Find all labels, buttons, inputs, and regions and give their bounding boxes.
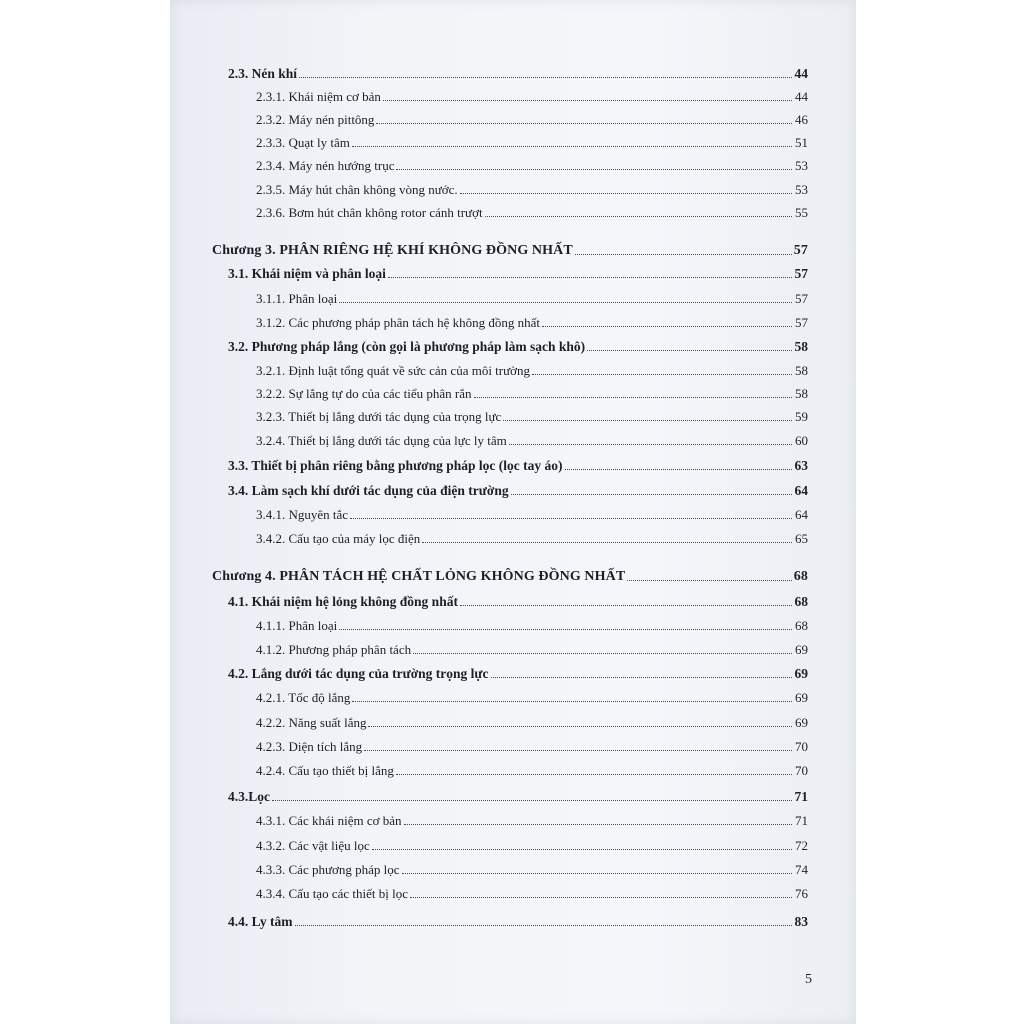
toc-entry-title: 3.2. Phương pháp lắng (còn gọi là phương pháp làm sạch khô) (228, 339, 586, 354)
dot-leader (299, 77, 792, 78)
toc-entry-title: 2.3.6. Bơm hút chân không rotor cánh trượt (256, 205, 483, 220)
dot-leader (383, 100, 792, 101)
dot-leader (350, 518, 792, 519)
toc-chapter-entry (212, 241, 808, 259)
toc-entry-page: 70 (795, 739, 808, 754)
toc-entry-page: 74 (795, 862, 808, 877)
toc-subsection-entry (256, 713, 808, 731)
toc-subsection-entry (256, 407, 808, 425)
toc-entry-title: 2.3.3. Quạt ly tâm (256, 135, 350, 150)
toc-entry-page: 57 (795, 315, 808, 330)
toc-entry-title: 4.2.1. Tốc độ lắng (256, 690, 351, 705)
dot-leader (396, 169, 792, 170)
toc-entry-title: 3.2.3. Thiết bị lắng dưới tác dụng của trọng lực (256, 409, 502, 424)
toc-entry-title: 2.3.5. Máy hút chân không vòng nước. (256, 182, 458, 197)
toc-entry-title: 4.3.4. Cấu tạo các thiết bị lọc (256, 886, 408, 901)
toc-subsection-entry (256, 505, 808, 523)
toc-entry-title: 3.3. Thiết bị phân riêng bằng phương pháp lọc (lọc tay áo) (228, 458, 563, 473)
toc-subsection-entry (256, 616, 808, 634)
dot-leader (402, 873, 792, 874)
toc-entry-page: 53 (795, 182, 808, 197)
toc-section-entry (228, 264, 808, 282)
dot-leader (587, 350, 792, 351)
toc-entry-title: 4.4. Ly tâm (228, 914, 293, 929)
toc-entry-title: 4.2. Lắng dưới tác dụng của trường trọng lực (228, 666, 489, 681)
toc-entry-title: 4.1.2. Phương pháp phân tách (256, 642, 412, 657)
toc-entry-page: 76 (795, 886, 808, 901)
toc-entry-page: 60 (795, 433, 808, 448)
toc-entry-title: 3.2.2. Sự lắng tự do của các tiểu phân rắn (256, 386, 472, 401)
dot-leader (376, 123, 792, 124)
dot-leader (565, 469, 792, 470)
toc-subsection-entry (256, 811, 808, 829)
toc-entry-title: 4.3.2. Các vật liệu lọc (256, 838, 370, 853)
toc-entry-page: 51 (795, 135, 808, 150)
toc-entry-page: 64 (794, 483, 808, 498)
toc-entry-title: 3.4. Làm sạch khí dưới tác dụng của điện trường (228, 483, 509, 498)
toc-entry-page: 83 (794, 914, 808, 929)
toc-entry-title: 4.1. Khái niệm hệ lỏng không đồng nhất (228, 594, 458, 609)
toc-subsection-entry (256, 361, 808, 379)
toc-entry-title: 3.1. Khái niệm và phân loại (228, 266, 386, 281)
toc-entry-title: 3.1.2. Các phương pháp phân tách hệ không đồng nhất (256, 315, 540, 330)
book-page (170, 0, 856, 1024)
toc-section-entry (228, 664, 808, 682)
toc-entry-page: 58 (795, 386, 808, 401)
dot-leader (511, 494, 792, 495)
toc-section-entry (228, 592, 808, 610)
toc-entry-page: 58 (794, 339, 808, 354)
toc-subsection-entry (256, 110, 808, 128)
toc-entry-page: 69 (795, 690, 808, 705)
dot-leader (396, 774, 792, 775)
toc-section-entry (228, 787, 808, 805)
dot-leader (339, 629, 792, 630)
toc-entry-title: 2.3.2. Máy nén pittông (256, 112, 375, 127)
toc-section-entry (228, 64, 808, 82)
toc-subsection-entry (256, 180, 808, 198)
dot-leader (339, 302, 792, 303)
dot-leader (413, 653, 792, 654)
toc-entry-title: Chương 3. PHÂN RIÊNG HỆ KHÍ KHÔNG ĐỒNG NHẤT (212, 243, 573, 258)
toc-entry-page: 68 (794, 594, 808, 609)
dot-leader (474, 397, 792, 398)
toc-entry-page: 59 (795, 409, 808, 424)
dot-leader (485, 216, 792, 217)
dot-leader (364, 750, 792, 751)
toc-entry-page: 68 (793, 569, 808, 584)
dot-leader (460, 193, 792, 194)
toc-entry-page: 57 (793, 243, 808, 258)
toc-entry-title: 3.2.1. Định luật tổng quát về sức cản của môi trường (256, 363, 531, 378)
toc-subsection-entry (256, 384, 808, 402)
toc-entry-title: 3.2.4. Thiết bị lắng dưới tác dụng của lực ly tâm (256, 433, 507, 448)
page-number: 5 (805, 972, 812, 987)
dot-leader (542, 326, 792, 327)
toc-subsection-entry (256, 640, 808, 658)
dot-leader (410, 897, 792, 898)
toc-entry-title: 2.3.1. Khái niệm cơ bản (256, 89, 381, 104)
toc-entry-page: 55 (795, 205, 808, 220)
toc-entry-title: 4.3.3. Các phương pháp lọc (256, 862, 400, 877)
toc-subsection-entry (256, 289, 808, 307)
toc-section-entry (228, 456, 808, 474)
toc-entry-title: 4.2.2. Năng suất lắng (256, 715, 367, 730)
toc-entry-title: 4.2.3. Diện tích lắng (256, 739, 363, 754)
toc-entry-page: 44 (794, 66, 808, 81)
dot-leader (295, 925, 792, 926)
dot-leader (368, 726, 792, 727)
toc-subsection-entry (256, 860, 808, 878)
toc-entry-title: 3.1.1. Phân loại (256, 291, 338, 306)
dot-leader (372, 849, 792, 850)
toc-entry-page: 63 (794, 458, 808, 473)
dot-leader (388, 277, 792, 278)
toc-entry-page: 71 (794, 789, 808, 804)
toc-subsection-entry (256, 87, 808, 105)
toc-subsection-entry (256, 431, 808, 449)
toc-entry-title: 4.1.1. Phân loại (256, 618, 338, 633)
toc-subsection-entry (256, 688, 808, 706)
toc-entry-page: 44 (795, 89, 808, 104)
toc-subsection-entry (256, 836, 808, 854)
dot-leader (352, 701, 792, 702)
toc-entry-page: 72 (795, 838, 808, 853)
dot-leader (272, 800, 792, 801)
toc-subsection-entry (256, 313, 808, 331)
toc-entry-page: 71 (795, 813, 808, 828)
toc-entry-page: 64 (795, 507, 808, 522)
toc-entry-title: 4.2.4. Cấu tạo thiết bị lắng (256, 763, 394, 778)
dot-leader (532, 374, 792, 375)
toc-entry-page: 69 (795, 642, 808, 657)
toc-subsection-entry (256, 529, 808, 547)
toc-subsection-entry (256, 884, 808, 902)
toc-subsection-entry (256, 133, 808, 151)
toc-entry-title: 2.3. Nén khí (228, 66, 298, 81)
toc-entry-page: 57 (794, 266, 808, 281)
toc-section-entry (228, 481, 808, 499)
toc-entry-title: Chương 4. PHÂN TÁCH HỆ CHẤT LỎNG KHÔNG ĐỒNG NHẤT (212, 569, 626, 584)
toc-entry-page: 58 (795, 363, 808, 378)
toc-subsection-entry (256, 761, 808, 779)
toc-entry-page: 69 (795, 715, 808, 730)
toc-chapter-entry (212, 567, 808, 585)
dot-leader (509, 444, 792, 445)
toc-subsection-entry (256, 737, 808, 755)
dot-leader (404, 824, 792, 825)
toc-entry-page: 70 (795, 763, 808, 778)
toc-subsection-entry (256, 203, 808, 221)
toc-entry-page: 65 (795, 531, 808, 546)
toc-section-entry (228, 337, 808, 355)
dot-leader (627, 580, 792, 581)
toc-subsection-entry (256, 156, 808, 174)
dot-leader (422, 542, 792, 543)
dot-leader (575, 254, 792, 255)
toc-entry-title: 2.3.4. Máy nén hướng trục (256, 158, 395, 173)
toc-entry-page: 46 (795, 112, 808, 127)
toc-entry-title: 3.4.1. Nguyên tắc (256, 507, 349, 522)
dot-leader (491, 677, 792, 678)
dot-leader (352, 146, 792, 147)
toc-entry-title: 4.3.Lọc (228, 789, 270, 804)
table-of-contents (170, 0, 856, 1024)
toc-entry-title: 3.4.2. Cấu tạo của máy lọc điện (256, 531, 421, 546)
toc-entry-page: 69 (794, 666, 808, 681)
toc-section-entry (228, 912, 808, 930)
toc-entry-page: 68 (795, 618, 808, 633)
toc-entry-page: 53 (795, 158, 808, 173)
toc-entry-page: 57 (795, 291, 808, 306)
toc-entry-title: 4.3.1. Các khái niệm cơ bản (256, 813, 402, 828)
dot-leader (460, 605, 792, 606)
dot-leader (503, 420, 792, 421)
